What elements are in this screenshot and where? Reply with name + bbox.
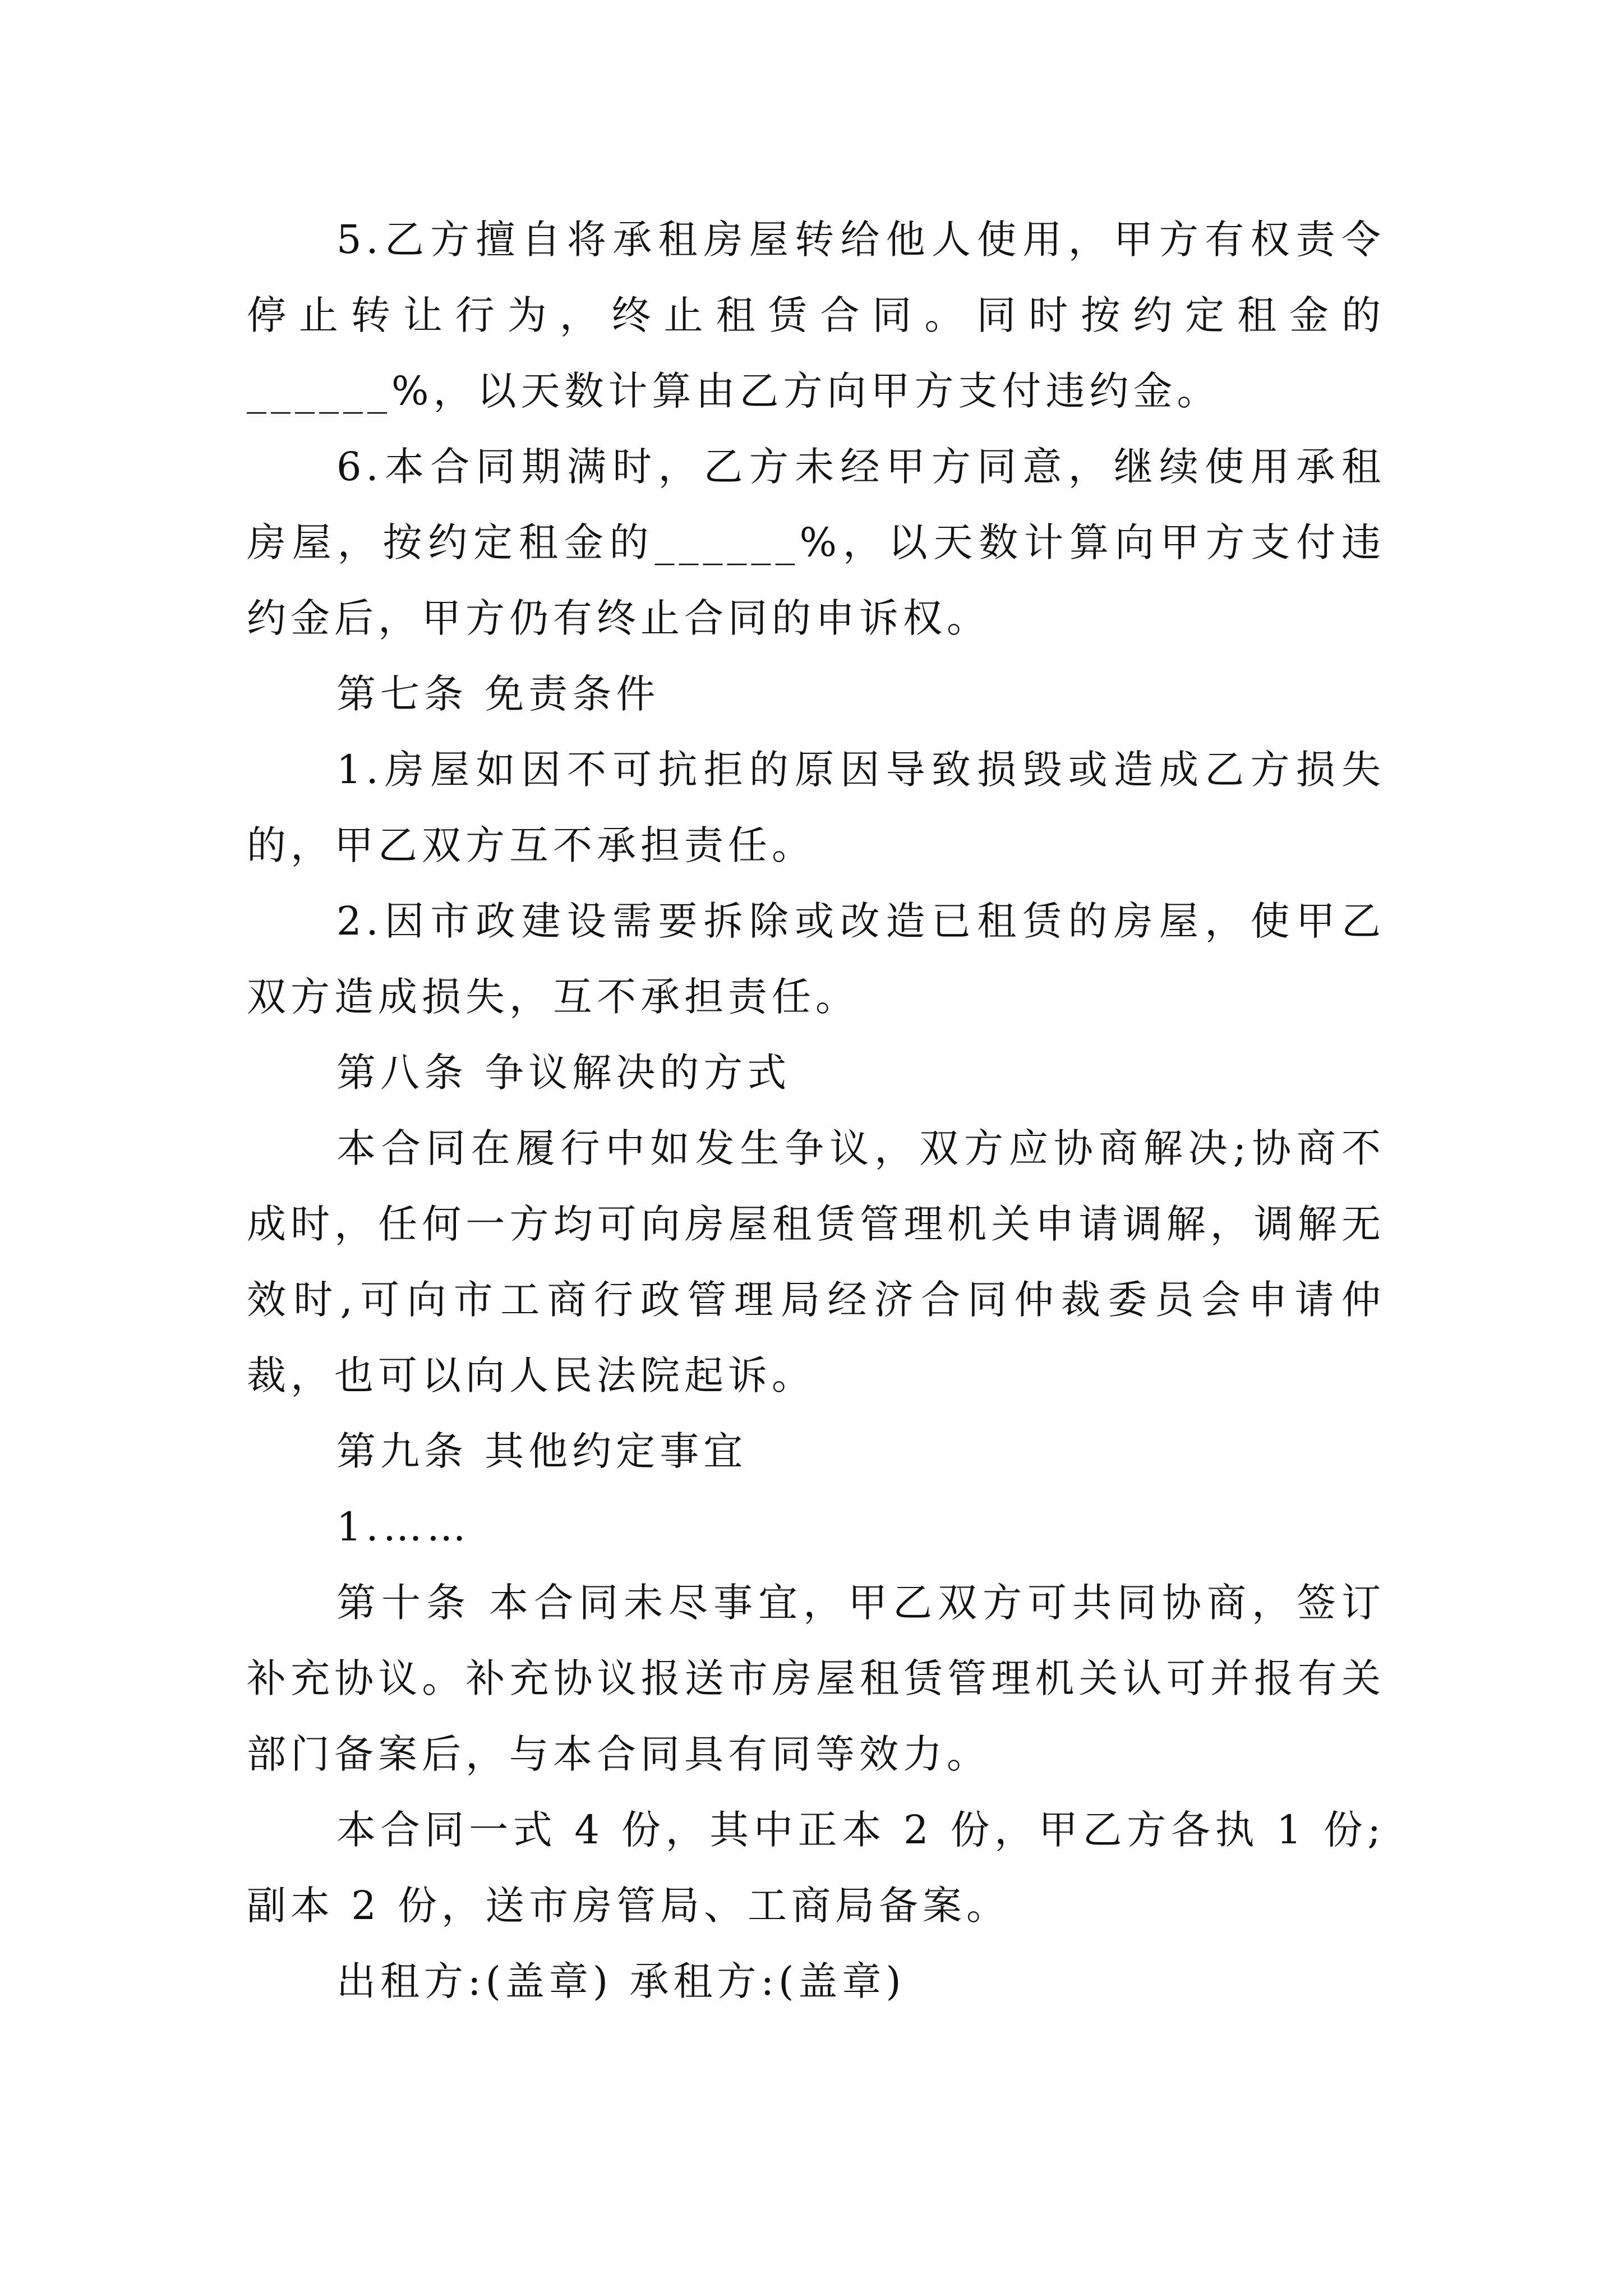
heading-article-7: 第七条 免责条件 <box>336 671 660 717</box>
paragraph-clause-6: 6.本合同期满时，乙方未经甲方同意，继续使用承租房屋，按约定租金的______%，以天数计算向甲方支付违约金后，甲方仍有终止合同的申诉权。 <box>247 444 1385 641</box>
paragraph-article-7-item-2: 2.因市政建设需要拆除或改造已租赁的房屋，使甲乙双方造成损失，互不承担责任。 <box>247 898 1385 1020</box>
paragraph-article-9-item-1: 1.…… <box>336 1504 471 1550</box>
document-page <box>247 202 1385 2019</box>
heading-article-9: 第九条 其他约定事宜 <box>336 1428 748 1474</box>
paragraph-clause-5: 5.乙方擅自将承租房屋转给他人使用，甲方有权责令停止转让行为，终止租赁合同。同时按约定租金的______%，以天数计算由乙方向甲方支付违约金。 <box>247 217 1385 414</box>
paragraph-article-7-item-1: 1.房屋如因不可抗拒的原因导致损毁或造成乙方损失的，甲乙双方互不承担责任。 <box>247 747 1385 868</box>
signature-line: 出租方:(盖章) 承租方:(盖章) <box>336 1958 906 2004</box>
paragraph-dispute-resolution: 本合同在履行中如发生争议，双方应协商解决;协商不成时，任何一方均可向房屋租赁管理机关申请调解，调解无效时,可向市工商行政管理局经济合同仲裁委员会申请仲裁，也可以向人民法院起诉。 <box>247 1125 1385 1398</box>
paragraph-copies: 本合同一式 4 份，其中正本 2 份，甲乙方各执 1 份;副本 2 份，送市房管局、工商局备案。 <box>247 1807 1385 1929</box>
heading-article-8: 第八条 争议解决的方式 <box>336 1050 791 1096</box>
paragraph-article-10: 第十条 本合同未尽事宜，甲乙双方可共同协商，签订补充协议。补充协议报送市房屋租赁管理机关认可并报有关部门备案后，与本合同具有同等效力。 <box>247 1580 1385 1777</box>
